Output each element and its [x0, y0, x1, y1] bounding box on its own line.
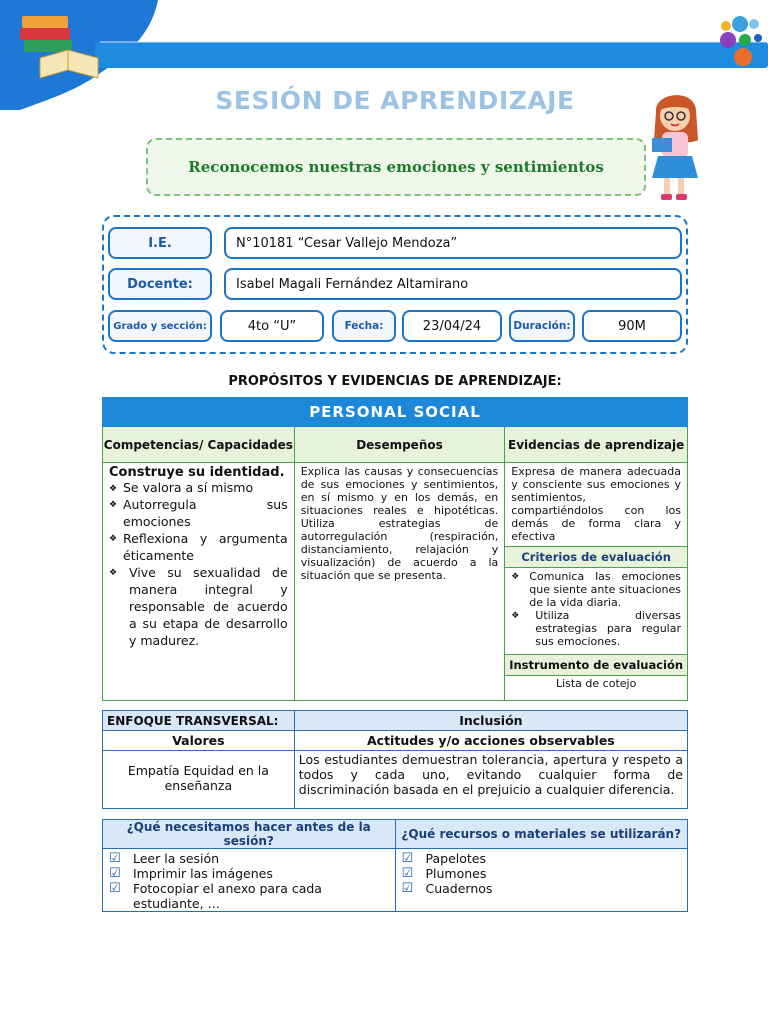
session-topic-box	[146, 138, 646, 196]
capacidad-item: ❖ Autorregula sus emociones	[109, 496, 288, 530]
session-topic: Reconocemos nuestras emociones y sentimientos	[188, 158, 604, 176]
enfoque-table	[102, 710, 688, 809]
evidencia-text: Expresa de manera adecuada y consciente sus emociones y sentimientos, compartiéndolos con los demás de forma clara y efectiva	[511, 465, 681, 543]
antes-item: ☑ Fotocopiar el anexo para cada estudiante, …	[109, 881, 395, 911]
recurso-item: ☑ Cuadernos	[402, 881, 688, 896]
enfoque-value: Inclusión	[294, 711, 687, 731]
valores-text: Empatía Equidad en la enseñanza	[103, 751, 295, 809]
grado-value: 4to “U”	[220, 310, 324, 342]
criterio-item: ❖ Comunica las emociones que siente ante situaciones de la vida diaria.	[511, 570, 681, 609]
antes-item: ☑ Imprimir las imágenes	[109, 866, 395, 881]
criterios-header: Criterios de evaluación	[505, 546, 687, 568]
capacidad-item: ❖ Reflexiona y argumenta éticamente	[109, 530, 288, 564]
antes-cell	[103, 849, 396, 912]
competencias-cell	[103, 463, 295, 701]
preparation-table	[102, 819, 688, 912]
instrumento-value: Lista de cotejo	[555, 677, 637, 690]
enfoque-label: ENFOQUE TRANSVERSAL:	[103, 711, 295, 731]
grado-label: Grado y sección:	[108, 310, 212, 342]
ie-label: I.E.	[108, 227, 212, 259]
docente-label: Docente:	[108, 268, 212, 300]
col-competencias: Competencias/ Capacidades	[103, 427, 295, 463]
col-desempenos: Desempeños	[294, 427, 505, 463]
fecha-value: 23/04/24	[402, 310, 502, 342]
student-illustration	[644, 88, 706, 206]
actitudes-text: Los estudiantes demuestran tolerancia, apertura y respeto a todos y cada uno, evitando cualquier forma de discriminación basada en el prejuicio a cualquier diferencia.	[294, 751, 687, 809]
competencia-title: Construye su identidad.	[109, 465, 285, 480]
valores-header: Valores	[103, 731, 295, 751]
criterio-item: ❖ Utiliza diversas estrategias para regular sus emociones.	[511, 609, 681, 648]
page-title: SESIÓN DE APRENDIZAJE	[215, 86, 575, 115]
recurso-item: ☑ Papelotes	[402, 851, 688, 866]
antes-header: ¿Qué necesitamos hacer antes de la sesión?	[103, 820, 396, 849]
antes-item: ☑ Leer la sesión	[109, 851, 395, 866]
duracion-value: 90M	[582, 310, 682, 342]
evidencias-cell	[505, 463, 688, 701]
docente-value: Isabel Magali Fernández Altamirano	[224, 268, 682, 300]
desempeno-cell: Explica las causas y consecuencias de sus emociones y sentimientos, en sí mismo y en los demás, en situaciones reales e hipotéticas. Utiliza estrategias de autorregulación (respiración, distanciamiento, relajación y visualización) de acuerdo a la situación que se presenta.	[294, 463, 505, 701]
area-header: PERSONAL SOCIAL	[103, 398, 688, 427]
recursos-cell	[395, 849, 688, 912]
ie-value: N°10181 “Cesar Vallejo Mendoza”	[224, 227, 682, 259]
col-evidencias: Evidencias de aprendizaje	[505, 427, 688, 463]
actitudes-header: Actitudes y/o acciones observables	[294, 731, 687, 751]
instrumento-header: Instrumento de evaluación	[505, 654, 687, 676]
duracion-label: Duración:	[509, 310, 575, 342]
capacidad-item: ❖ Vive su sexualidad de manera integral y responsable de acuerdo a su etapa de desarrollo y madurez.	[109, 564, 288, 649]
purposes-heading: PROPÓSITOS Y EVIDENCIAS DE APRENDIZAJE:	[228, 374, 562, 389]
recursos-header: ¿Qué recursos o materiales se utilizarán?	[395, 820, 688, 849]
fecha-label: Fecha:	[332, 310, 396, 342]
capacidad-item: ❖ Se valora a sí mismo	[109, 480, 288, 496]
purposes-table	[102, 397, 688, 701]
recurso-item: ☑ Plumones	[402, 866, 688, 881]
